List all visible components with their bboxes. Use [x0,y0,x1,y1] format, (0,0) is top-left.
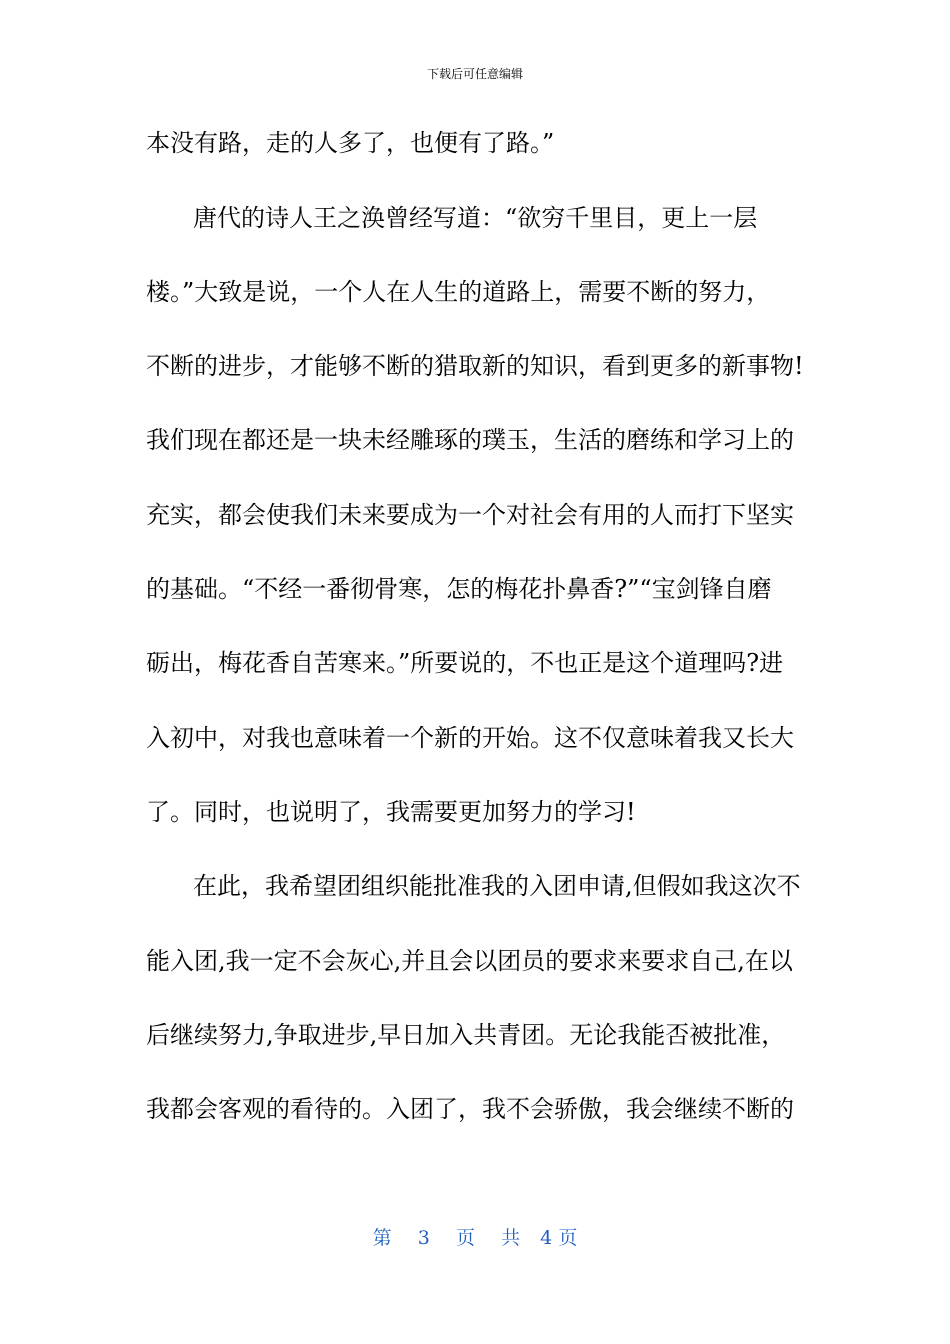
body-line-1: 本没有路，走的人多了，也便有了路。” [146,129,555,157]
body-line-8: 砺出，梅花香自苦寒来。”所要说的，不也正是这个道理吗?进 [146,649,784,677]
footer-total-prefix: 共 [501,1227,521,1249]
page-footer [0,1226,950,1250]
body-line-6: 充实，都会使我们未来要成为一个对社会有用的人而打下坚实 [146,501,794,529]
footer-page-number: 3 [417,1227,430,1249]
body-line-13: 后继续努力,争取进步,早日加入共青团。无论我能否被批准， [146,1021,786,1049]
footer-total-label: 页 [558,1227,578,1249]
footer-prefix: 第 [372,1227,392,1249]
body-line-9: 入初中，对我也意味着一个新的开始。这不仅意味着我又长大 [146,724,794,752]
footer-page-label: 页 [455,1227,475,1249]
body-line-5: 我们现在都还是一块未经雕琢的璞玉，生活的磨练和学习上的 [146,426,794,454]
footer-total-number: 4 [540,1227,553,1249]
body-line-12: 能入团,我一定不会灰心,并且会以团员的要求来要求自己,在以 [146,947,793,975]
body-line-11: 在此，我希望团组织能批准我的入团申请,但假如我这次不 [193,872,801,900]
body-line-2: 唐代的诗人王之涣曾经写道：“欲穷千里目，更上一层 [193,204,758,232]
body-line-10: 了。同时，也说明了，我需要更加努力的学习! [146,798,636,826]
body-line-3: 楼。”大致是说，一个人在人生的道路上，需要不断的努力， [146,278,771,306]
body-line-4: 不断的进步，才能够不断的猎取新的知识，看到更多的新事物! [146,352,804,380]
page-header: 下载后可任意编辑 [426,67,523,81]
body-line-7: 的基础。“不经一番彻骨寒，怎的梅花扑鼻香?”“宝剑锋自磨 [146,575,772,603]
body-line-14: 我都会客观的看待的。入团了，我不会骄傲，我会继续不断的 [146,1095,794,1123]
